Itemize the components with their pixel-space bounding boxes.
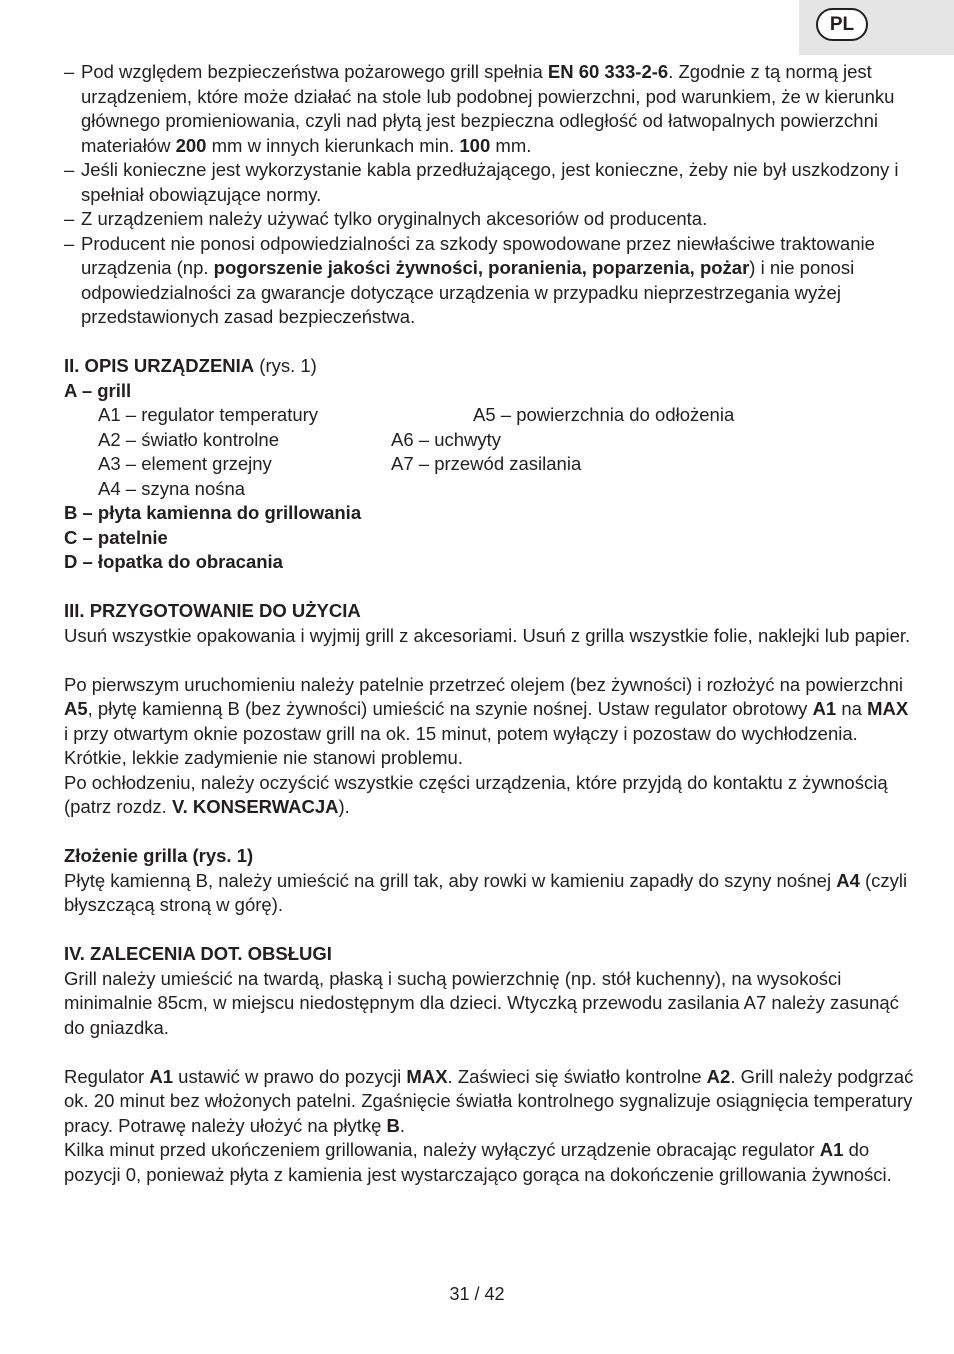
safety-item: – Producent nie ponosi odpowiedzialności za szkody spowodowane przez niewłaściwe traktowanie urządzenia (np. pogorszenie jakości żywności, poranienia, poparzenia, pożar) i nie ponosi odpowiedzialności za gwarancje dotyczące urządzenia w przypadku nieprzestrzegania wyżej przedstawionych zasad bezpieczeństwa. — [64, 232, 914, 330]
part-label: A5 – powierzchnia do odłożenia — [473, 404, 735, 425]
language-badge: PL — [816, 8, 868, 41]
section-usage — [64, 942, 914, 1187]
section-description — [64, 354, 914, 575]
page-number: 31 / 42 — [449, 1284, 505, 1304]
parts-row — [64, 452, 914, 477]
language-tab — [799, 0, 954, 55]
group-c-label: C – patelnie — [64, 526, 168, 548]
group-d-label: D – łopatka do obracania — [64, 551, 283, 572]
safety-item: – Pod względem bezpieczeństwa pożarowego grill spełnia EN 60 333-2-6. Zgodnie z tą normą jest urządzeniem, które może działać na stole lub podobnej powierzchni, pod warunkiem, że w kierunku głównego promieniowania, czyli nad płytą jest bezpieczna odległość od łatwopalnych powierzchni materiałów 200 mm w innych kierunkach min. 100 mm. — [64, 60, 914, 158]
paragraph: Płytę kamienną B, należy umieścić na grill tak, aby rowki w kamieniu zapadły do szyny nośnej A4 (czyli błyszczącą stroną w górę). — [64, 869, 908, 915]
section-heading: II. OPIS URZĄDZENIA (rys. 1) — [64, 355, 317, 376]
part-label: A2 – światło kontrolne — [98, 428, 279, 450]
paragraph: Regulator A1 ustawić w prawo do pozycji MAX. Zaświeci się światło kontrolne A2. Grill należy podgrzać ok. 20 minut bez włożonych patelni. Zgaśnięcie światła kontrolnego sygnalizuje osiągnięcia temperatury pracy. Potrawę należy ułożyć na płytkę B. — [64, 1065, 914, 1136]
part-label: A7 – przewód zasilania — [391, 453, 582, 474]
paragraph: Po pierwszym uruchomieniu należy patelnie przetrzeć olejem (bez żywności) i rozłożyć na powierzchni A5, płytę kamienną B (bez żywności) umieścić na szynie nośnej. Ustaw regulator obrotowy A1 na MAX i przy otwartym oknie pozostaw grill na ok. 15 minut, potem wyłączy i pozostaw do wychłodzenia. Krótkie, lekkie zadymienie nie stanowi problemu. — [64, 673, 909, 768]
document-body — [64, 60, 914, 1187]
safety-list — [64, 60, 914, 330]
section-heading: III. PRZYGOTOWANIE DO UŻYCIA — [64, 600, 361, 621]
parts-row — [64, 403, 914, 428]
paragraph: Po ochłodzeniu, należy oczyścić wszystkie części urządzenia, które przyjdą do kontaktu z żywnością (patrz rozdz. V. KONSERWACJA). — [64, 771, 888, 817]
safety-item: – Jeśli konieczne jest wykorzystanie kabla przedłużającego, jest konieczne, żeby nie był uszkodzony i spełniał obowiązujące normy. — [64, 158, 914, 207]
part-label: A4 – szyna nośna — [98, 477, 246, 499]
section-heading: IV. ZALECENIA DOT. OBSŁUGI — [64, 943, 332, 964]
part-label: A1 – regulator temperatury — [98, 404, 319, 425]
group-b-label: B – płyta kamienna do grillowania — [64, 502, 362, 523]
group-a-label: A – grill — [64, 379, 132, 401]
paragraph: Grill należy umieścić na twardą, płaską i suchą powierzchnię (np. stół kuchenny), na wysokości minimalnie 85cm, w miejscu niedostępnym dla dzieci. Wtyczką przewodu zasilania A7 należy zasunąć do gniazdka. — [64, 967, 899, 1038]
part-label: A3 – element grzejny — [98, 453, 272, 474]
part-label: A6 – uchwyty — [391, 428, 502, 450]
section-preparation — [64, 599, 914, 918]
paragraph: Usuń wszystkie opakowania i wyjmij grill z akcesoriami. Usuń z grilla wszystkie folie, naklejki lub papier. — [64, 624, 911, 646]
safety-item: – Z urządzeniem należy używać tylko oryginalnych akcesoriów od producenta. — [64, 207, 914, 232]
sub-heading: Złożenie grilla (rys. 1) — [64, 845, 254, 866]
parts-row — [64, 428, 914, 453]
parts-row — [64, 477, 914, 502]
paragraph: Kilka minut przed ukończeniem grillowania, należy wyłączyć urządzenie obracając regulator A1 do pozycji 0, ponieważ płyta z kamienia jest wystarczająco gorąca na dokończenie grillowania żywności. — [64, 1139, 892, 1185]
